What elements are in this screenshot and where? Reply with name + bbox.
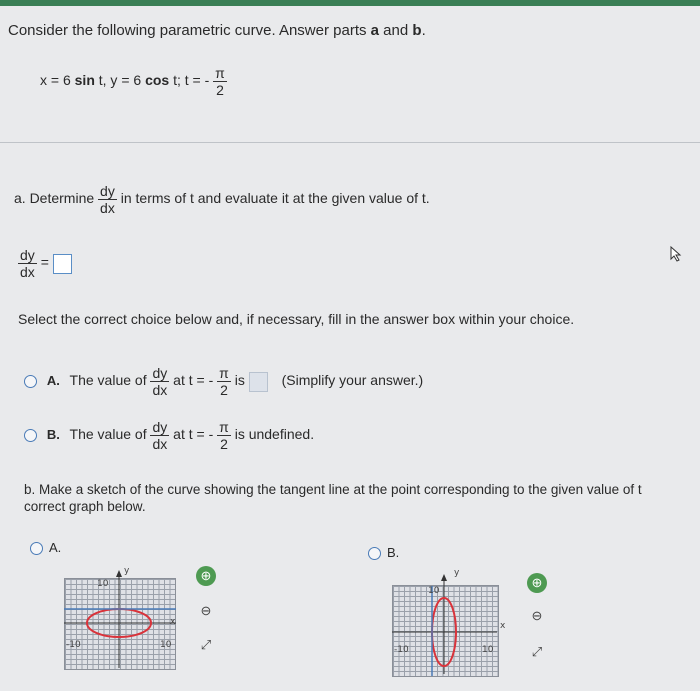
graph-option-a-radio[interactable] <box>30 542 43 555</box>
graph-a-y-label: y <box>124 566 130 576</box>
dydx-answer-input[interactable] <box>53 254 72 274</box>
zoom-out-icon[interactable]: ⊖ <box>200 603 212 618</box>
dydx-answer-row: $\frac{dy}{dx}$ = <box>18 248 72 279</box>
graph-b-tick-ymax: 10 <box>428 586 440 596</box>
zoom-out-icon[interactable]: ⊖ <box>531 608 543 623</box>
choice-a-answer-input[interactable] <box>249 372 268 392</box>
graph-a-x-label: x <box>170 617 176 627</box>
curve-equation: x = 6 sin t, y = 6 cos t; t = - $\frac{\pi}{2}$ <box>40 65 225 98</box>
graph-b-tick-xmin: -10 <box>394 645 409 655</box>
t-value-fraction: $\frac{\pi}{2}$ <box>215 65 225 98</box>
expand-graph-icon[interactable]: ⤢ <box>531 644 543 659</box>
zoom-in-icon[interactable]: ⊕ <box>527 573 547 593</box>
question-prompt: Consider the following parametric curve. Answer parts a and b. <box>8 22 426 39</box>
mouse-cursor-icon <box>668 245 684 263</box>
choice-b[interactable]: B. The value of $\frac{dy}{dx}$ at t = - $\frac{\pi}{2}$ is undefined. <box>24 420 314 451</box>
choice-a[interactable]: A. The value of $\frac{dy}{dx}$ at t = - $\frac{\pi}{2}$ is (Simplify your answer.) <box>24 366 423 397</box>
graph-a-tick-xmin: -10 <box>66 640 81 650</box>
graph-b-x-label: x <box>500 621 506 631</box>
part-a-prompt: a. Determine $\frac{dy}{dx}$ in terms of t and evaluate it at the given value of t. <box>14 183 430 216</box>
part-b-prompt: b. Make a sketch of the curve showing the tangent line at the point corresponding to the given value of t correct graph below. <box>24 482 642 514</box>
choice-a-radio[interactable] <box>24 375 37 388</box>
zoom-in-icon[interactable]: ⊕ <box>196 566 216 586</box>
graph-b-y-label: y <box>454 568 460 578</box>
graph-a-tick-ymax: 10 <box>97 579 109 589</box>
graph-a-tick-xmax: 10 <box>160 640 172 650</box>
choice-b-radio[interactable] <box>24 429 37 442</box>
graph-b-plot <box>392 572 517 677</box>
graph-option-b-radio[interactable] <box>368 547 381 560</box>
section-divider <box>0 142 700 143</box>
graph-option-b[interactable]: B. <box>368 545 399 560</box>
graph-b-tick-xmax: 10 <box>482 645 494 655</box>
expand-graph-icon[interactable]: ⤢ <box>200 637 212 652</box>
choice-instruction: Select the correct choice below and, if necessary, fill in the answer box within your choice. <box>18 311 575 327</box>
graph-option-a[interactable]: A. <box>30 540 61 555</box>
top-accent-bar <box>0 0 700 6</box>
